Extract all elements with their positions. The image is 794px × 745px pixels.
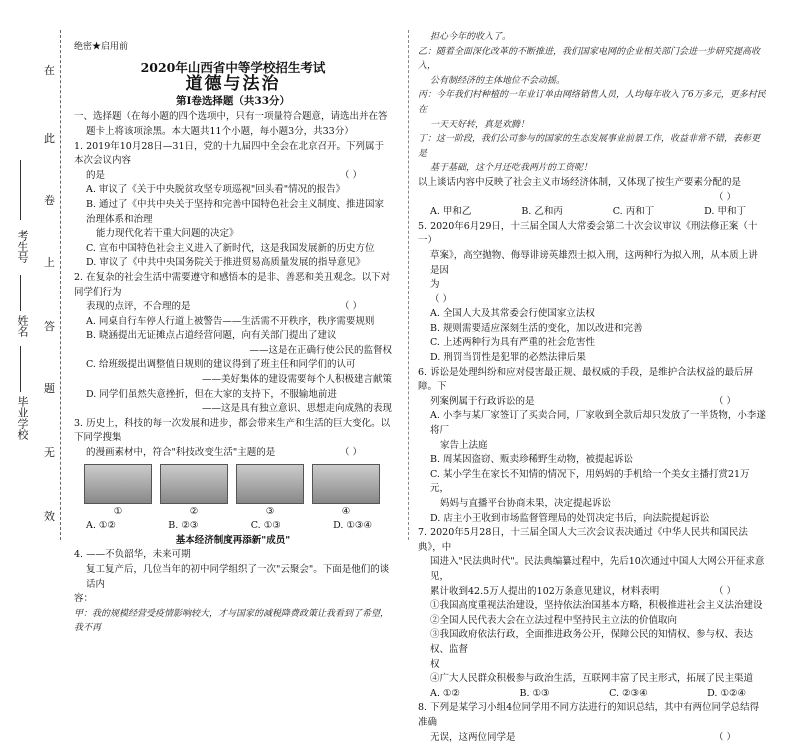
question-8-stem: 无误，这两位同学是 （ ） <box>418 731 766 745</box>
candidate-number-line <box>20 160 21 220</box>
question-5-option: D. 刑罚当罚性是犯罪的必然法律后果 <box>418 351 766 366</box>
question-4-option: B. 乙和丙 <box>521 205 563 220</box>
question-7-item: ②全国人民代表大会在立法过程中坚持民主立法的价值取向 <box>418 614 766 629</box>
question-5-stem: 草案》，高空抛物、侮辱诽谤英雄烈士拟入刑，这两种行为拟入刑，从本质上讲是因 <box>418 249 766 278</box>
question-2-option: ——美好集体的建设需要每个人积极建言献策 <box>74 373 392 388</box>
question-7-option: A. ①② <box>430 687 460 702</box>
school-line <box>20 346 21 392</box>
school-label: 毕业学校 <box>14 396 30 440</box>
question-2-option: ——这是具有独立意识、思想走向成熟的表现 <box>74 402 392 417</box>
question-1-stem: 的是 （ ） <box>74 169 392 184</box>
question-2-option: ——这是在正确行使公民的监督权 <box>74 344 392 359</box>
dialogue-line: 公有制经济的主体地位不会动摇。 <box>418 74 766 89</box>
cartoon-image <box>160 464 228 504</box>
instructions-line: 题卡上将该项涂黑。本大题共11个小题，每小题3分，共33分） <box>74 125 392 140</box>
question-4-paren: （ ） <box>418 191 766 206</box>
question-6-option: D. 店主小王收到市场监督管理局的处罚决定书后，向法院提起诉讼 <box>418 512 766 527</box>
binding-marker: 题 <box>44 380 55 396</box>
candidate-number-label: 考生号 <box>14 230 30 263</box>
name-label: 姓名 <box>14 315 30 337</box>
binding-marker: 此 <box>44 130 55 146</box>
question-4-caption: 基本经济制度再添新"成员" <box>74 534 392 549</box>
question-4-tail: 以上谈话内容中反映了社会主义市场经济体制，又体现了按生产要素分配的是 <box>418 176 766 191</box>
question-3-option: A. ①② <box>86 519 116 534</box>
question-4-line: 4. ——不负韶华，未来可期 <box>74 548 392 563</box>
name-line <box>20 275 21 311</box>
question-7-item: 权 <box>418 658 766 673</box>
question-5-option: A. 全国人大及其常委会行使国家立法权 <box>418 307 766 322</box>
question-1-option: A. 审议了《关于中央脱贫攻坚专项巡视"回头看"情况的报告》 <box>74 183 392 198</box>
question-3-options <box>74 519 392 534</box>
question-6-option: B. 周某因盗窃、贩卖珍稀野生动物，被提起诉讼 <box>418 453 766 468</box>
question-6-option: C. 某小学生在家长不知情的情况下，用妈妈的手机给一个美女主播打赏21万元， <box>418 468 766 497</box>
part-title: 第Ⅰ卷选择题（共33分） <box>74 94 392 109</box>
cartoon-labels <box>84 505 392 520</box>
question-7-item: ③我国政府依法行政，全面推进政务公开，保障公民的知情权、参与权、表达权、监督 <box>418 628 766 657</box>
question-2-option: D. 同学们虽然失意挫折，但在大家的支持下，不服输地前进 <box>74 388 392 403</box>
question-4-line: 容： <box>74 592 392 607</box>
question-3-option: C. ①③ <box>251 519 281 534</box>
instructions-line: 一、选择题（在每小题的四个选项中，只有一项量符合题意，请选出并在答 <box>74 110 392 125</box>
question-3-option: D. ①③④ <box>333 519 372 534</box>
question-4-line: 复工复产后，几位当年的初中同学组织了一次"云聚会"。下面是他们的谈话内 <box>74 563 392 592</box>
dialogue-line: 一天天好转，真是欢腾！ <box>418 118 766 133</box>
question-7-stem: 7. 2020年5月28日，十三届全国人大三次会议表决通过《中华人民共和国民法典》，中 <box>418 526 766 555</box>
question-3-stem: 的漫画素材中，符合"科技改变生活"主题的是 （ ） <box>74 446 392 461</box>
cartoon-image <box>312 464 380 504</box>
left-column <box>74 40 392 636</box>
cartoon-image <box>236 464 304 504</box>
question-6-option: A. 小李与某厂家签订了买卖合同，厂家收到全款后却只发放了一半货物，小李遂将厂 <box>418 409 766 438</box>
question-6-option: 家告上法庭 <box>418 439 766 454</box>
question-2-option: B. 晓涵提出无证摊点占道经营问题，向有关部门提出了建议 <box>74 329 392 344</box>
question-5-stem: 为 <box>418 278 766 293</box>
dialogue-line: 丁：这一阶段，我们公司参与的国家的生态发展事业前景工作，收益非常不错，表彰更是 <box>418 132 766 161</box>
question-7-item: ①我国高度重视法治建设，坚持依法治国基本方略，积极推进社会主义法治建设 <box>418 599 766 614</box>
question-1-option: B. 通过了《中共中央关于坚持和完善中国特色社会主义制度、推进国家治理体系和治理 <box>74 198 392 227</box>
dialogue-line: 乙：随着全面深化改革的不断推进，我们国家电网的企业相关部门会进一步研究提高收入， <box>418 45 766 74</box>
binding-marker: 效 <box>44 508 55 524</box>
subject-title: 道德与法治 <box>74 77 392 92</box>
confidential-mark: 绝密★启用前 <box>74 40 392 55</box>
question-8-stem: 8. 下列是某学习小组4位同学用不同方法进行的知识总结，其中有两位同学总结得准确 <box>418 701 766 730</box>
column-divider <box>408 30 409 540</box>
question-7-options <box>418 687 766 702</box>
question-2-option: C. 给班级提出调整值日规则的建议得到了班主任和同学们的认可 <box>74 358 392 373</box>
dialogue-line: 丙：今年我们村种植的一年业订单由网络销售人员，人均每年收入了6万多元，更多村民在 <box>418 88 766 117</box>
cartoon-label: ④ <box>312 505 380 520</box>
cartoon-label: ③ <box>236 505 304 520</box>
binding-marker: 上 <box>44 254 55 270</box>
question-7-item: ④广大人民群众积极参与政治生活，互联网丰富了民主形式，拓展了民主渠道 <box>418 672 766 687</box>
question-2-stem: 表现的点评，不合理的是 （ ） <box>74 300 392 315</box>
binding-marker: 在 <box>44 62 55 78</box>
question-2-option: A. 同桌自行车停人行道上被警告——生活需不开秩序，秩序需要规则 <box>74 315 392 330</box>
question-1-option: C. 宣布中国特色社会主义进入了新时代，这是我国发展新的历史方位 <box>74 242 392 257</box>
dialogue-line: 担心今年的收入了。 <box>418 30 766 45</box>
question-7-stem: 国进入"民法典时代"。民法典编纂过程中，先后10次通过中国人大网公开征求意见， <box>418 555 766 584</box>
question-1-option: D. 审议了《中共中央国务院关于推进贸易高质量发展的指导意见》 <box>74 256 392 271</box>
question-4-option: D. 甲和丁 <box>704 205 746 220</box>
binding-marker: 无 <box>44 444 55 460</box>
dialogue-line: 基于基础，这个月还吃我两片的工资呢！ <box>418 161 766 176</box>
question-5-option: C. 上述两种行为具有严重的社会危害性 <box>418 336 766 351</box>
binding-line <box>60 30 61 540</box>
question-7-stem: 累计收到42.5万人提出的102万条意见建议，材料表明 （ ） <box>418 585 766 600</box>
question-2-stem: 2. 在复杂的社会生活中需要遵守和感悟本的是非、善恶和美丑观念。以下对同学们行为 <box>74 271 392 300</box>
binding-marker: 卷 <box>44 192 55 208</box>
cartoon-image <box>84 464 152 504</box>
question-1-option: 能力现代化若干重大问题的决定》 <box>74 227 392 242</box>
question-3-stem: 3. 历史上，科技的每一次发展和进步，都会带来生产和生活的巨大变化。以下同学搜集 <box>74 417 392 446</box>
binding-strip <box>0 0 70 560</box>
question-6-stem: 列案例属于行政诉讼的是 （ ） <box>418 395 766 410</box>
binding-marker: 答 <box>44 318 55 334</box>
question-5-stem: 5. 2020年6月29日，十三届全国人大常委会第二十次会议审议《刑法修正案（十一） <box>418 220 766 249</box>
question-7-option: C. ②③④ <box>609 687 648 702</box>
question-7-option: D. ①②④ <box>707 687 746 702</box>
cartoon-images <box>84 464 392 504</box>
question-7-option: B. ①③ <box>519 687 549 702</box>
cartoon-label: ② <box>160 505 228 520</box>
exam-title: 2020年山西省中等学校招生考试 <box>74 61 392 76</box>
question-4-options <box>418 205 766 220</box>
cartoon-label: ① <box>84 505 152 520</box>
question-6-option: 妈妈与直播平台协商未果，决定提起诉讼 <box>418 497 766 512</box>
question-3-option: B. ②③ <box>168 519 198 534</box>
right-column <box>418 30 766 745</box>
question-1-stem: 1. 2019年10月28日—31日，党的十九届四中全会在北京召开。下列属于本次会议内容 <box>74 140 392 169</box>
question-5-paren: （ ） <box>418 293 766 308</box>
question-4-option: A. 甲和乙 <box>430 205 471 220</box>
question-4-quote: 甲：我的规模经营受疫情影响较大，才与国家的减税降费政策让我看到了希望，我不再 <box>74 607 392 636</box>
question-6-stem: 6. 诉讼是处理纠纷和应对侵害最正规、最权威的手段，是维护合法权益的最后屏障。下 <box>418 366 766 395</box>
question-4-option: C. 丙和丁 <box>613 205 654 220</box>
question-5-option: B. 规则需要适应深刻生活的变化，加以改进和完善 <box>418 322 766 337</box>
